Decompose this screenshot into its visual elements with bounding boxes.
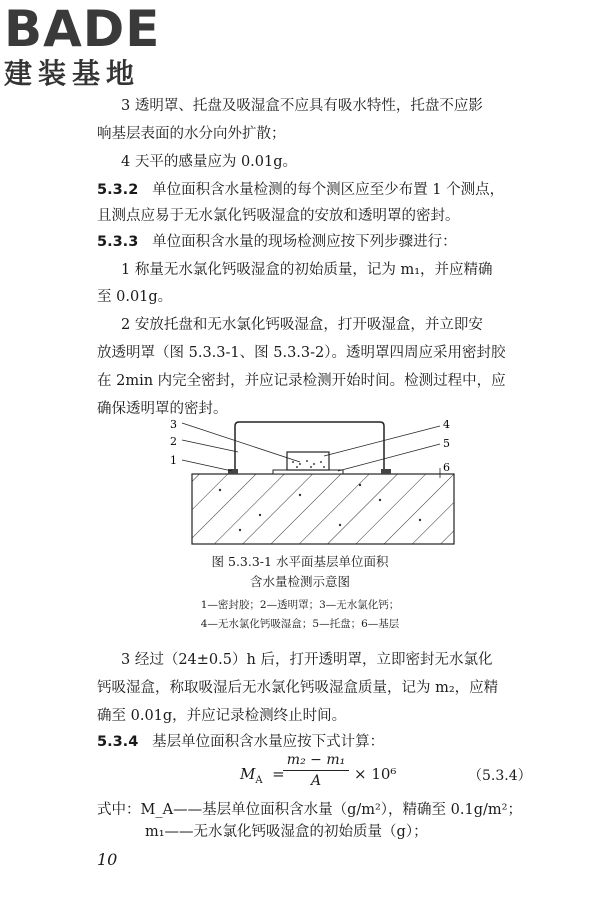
where-line-1: 式中：M_A——基层单位面积含水量（g/m²），精确至 0.1g/m²； (97, 802, 522, 818)
section-5-3-3 (97, 232, 457, 252)
section-5-3-2-line-2: 且测点应易于无水氯化钙吸湿盒的安放和透明罩的密封。 (97, 208, 460, 224)
section-number: 5.3.4 (97, 734, 139, 750)
step-3-line-1: 3 经过（24±0.5）h 后，打开透明罩，立即密封无水氯化 (121, 652, 493, 668)
formula-factor: × 10⁶ (354, 765, 397, 783)
figure-label-1: 1 (170, 454, 177, 467)
step-3-line-3: 确至 0.01g，并应记录检测终止时间。 (97, 708, 347, 724)
figure-label-6: 6 (443, 461, 450, 474)
figure-label-2: 2 (170, 435, 177, 448)
figure-legend-line-1: 1—密封胶；2—透明罩；3—无水氯化钙； (200, 599, 400, 611)
step-3-line-2: 钙吸湿盒，称取吸湿后无水氯化钙吸湿盒质量，记为 m₂，应精 (97, 680, 499, 696)
formula-5-3-4 (0, 752, 600, 798)
step-2-line-2: 放透明罩（图 5.3.3-1、图 5.3.3-2）。透明罩四周应采用密封胶 (97, 345, 506, 361)
item-3-line-1: 3 透明罩、托盘及吸湿盒不应具有吸水特性，托盘不应影 (121, 98, 483, 114)
step-2-line-3: 在 2min 内完全密封，并应记录检测开始时间。检测过程中，应 (97, 373, 506, 389)
figure-caption-title: 图 5.3.3-1 水平面基层单位面积 (211, 554, 389, 569)
section-5-3-4 (97, 732, 384, 752)
figure-label-4: 4 (443, 420, 450, 431)
formula-lhs-subscript: A (255, 775, 263, 786)
equals-sign: = (267, 765, 285, 783)
figure-5-3-3-1 (140, 420, 470, 545)
sealant-right (381, 469, 391, 474)
logo-subtext: 建装基地 (4, 57, 141, 90)
where-line-2: m₁——无水氯化钙吸湿盒的初始质量（g）； (145, 824, 428, 840)
substrate-base (192, 474, 454, 544)
figure-legend-line-2: 4—无水氯化钙吸湿盒；5—托盘；6—基层 (200, 618, 400, 630)
formula-numerator: m₂ − m₁ (286, 752, 346, 768)
step-2-line-1: 2 安放托盘和无水氯化钙吸湿盒，打开吸湿盒，并立即安 (121, 317, 483, 333)
figure-label-5: 5 (443, 437, 450, 450)
formula-lhs (240, 765, 285, 786)
formula-fraction (283, 752, 349, 789)
equation-number: （5.3.4） (468, 768, 532, 784)
step-2-line-4: 确保透明罩的密封。 (97, 401, 228, 417)
section-text: 基层单位面积含水量应按下式计算： (152, 734, 385, 750)
figure-caption-title-2: 含水量检测示意图 (249, 574, 350, 589)
formula-lhs-symbol: M (240, 765, 256, 783)
step-1-line-2: 至 0.01g。 (97, 289, 173, 305)
sealant-left (228, 469, 238, 474)
section-text: 单位面积含水量的现场检测应按下列步骤进行： (152, 234, 457, 250)
logo-wordmark: BADE (4, 0, 161, 58)
section-text: 单位面积含水量检测的每个测区应至少布置 1 个测点， (152, 182, 505, 198)
section-number: 5.3.3 (97, 234, 139, 250)
item-3-line-2: 响基层表面的水分向外扩散； (97, 126, 286, 142)
formula-denominator: A (310, 773, 322, 789)
page-number: 10 (97, 850, 118, 869)
item-4: 4 天平的感量应为 0.01g。 (121, 154, 298, 170)
fraction-bar (283, 770, 349, 771)
section-number: 5.3.2 (97, 182, 139, 198)
tray (273, 470, 343, 474)
step-1-line-1: 1 称量无水氯化钙吸湿盒的初始质量，记为 m₁，并应精确 (121, 262, 493, 278)
figure-label-3: 3 (170, 420, 177, 431)
logo (4, 0, 179, 90)
section-5-3-2-line-1 (97, 180, 504, 200)
